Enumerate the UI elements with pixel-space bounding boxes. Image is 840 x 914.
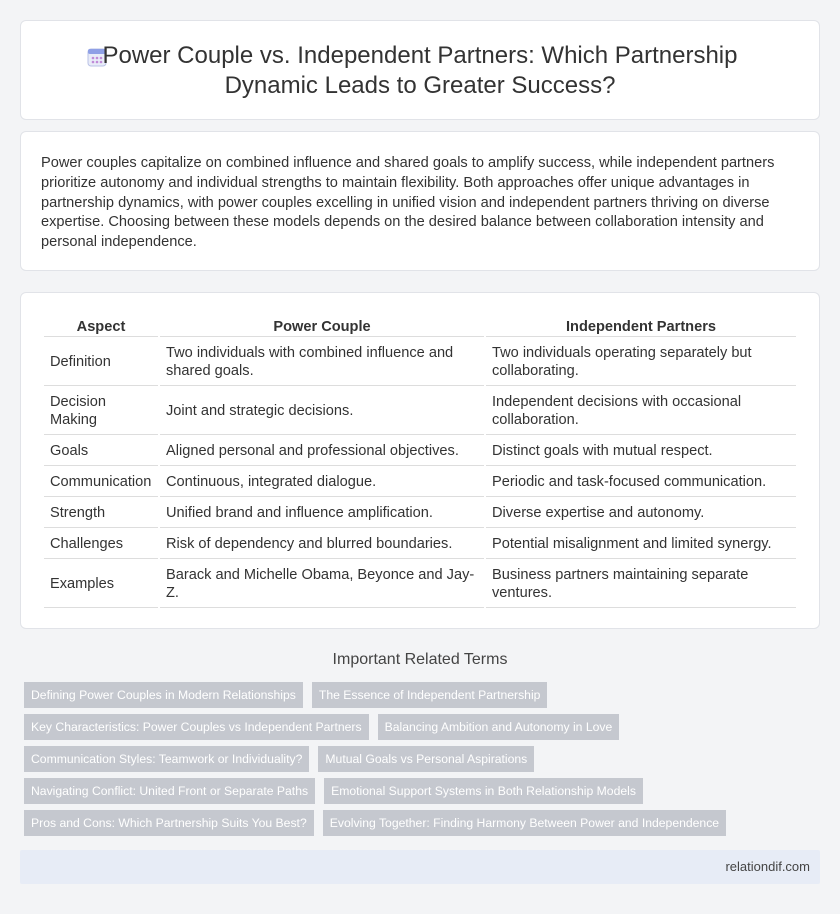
column-header-aspect: Aspect: [44, 317, 158, 337]
related-term-link[interactable]: The Essence of Independent Partnership: [312, 682, 548, 708]
related-term-link[interactable]: Key Characteristics: Power Couples vs Independent Partners: [24, 714, 369, 740]
related-terms-row: [24, 682, 547, 708]
table-cell: Independent decisions with occasional collaboration.: [486, 388, 796, 435]
related-term-link[interactable]: Navigating Conflict: United Front or Separate Paths: [24, 778, 315, 804]
table-row: [44, 437, 796, 466]
related-term-link[interactable]: Communication Styles: Teamwork or Individuality?: [24, 746, 309, 772]
column-header-independent-partners: Independent Partners: [486, 317, 796, 337]
table-cell: Goals: [44, 437, 158, 466]
table-cell: Diverse expertise and autonomy.: [486, 499, 796, 528]
related-terms-row: [24, 714, 619, 740]
table-cell: Distinct goals with mutual respect.: [486, 437, 796, 466]
summary-text: Power couples capitalize on combined influence and shared goals to amplify success, while independent partners prioritize autonomy and individual strengths to maintain flexibility. Both approaches offer unique advantages in partnership dynamics, with power couples excelling in unified vision and independent partners thriving on diverse expertise. Choosing between these models depends on the desired balance between collaboration intensity and personal independence.: [41, 155, 775, 251]
table-row: [44, 530, 796, 559]
site-name[interactable]: relationdif.com: [725, 859, 810, 874]
table-cell: Examples: [44, 561, 158, 608]
table-cell: Two individuals operating separately but collaborating.: [486, 339, 796, 386]
footer: [20, 850, 820, 884]
table-cell: Periodic and task-focused communication.: [486, 468, 796, 497]
table-cell: Two individuals with combined influence and shared goals.: [160, 339, 484, 386]
title-card: [20, 20, 820, 120]
summary-card: [20, 131, 820, 271]
table-row: [44, 388, 796, 435]
table-cell: Continuous, integrated dialogue.: [160, 468, 484, 497]
related-term-link[interactable]: Pros and Cons: Which Partnership Suits You Best?: [24, 810, 314, 836]
table-row: [44, 499, 796, 528]
table-cell: Aligned personal and professional objectives.: [160, 437, 484, 466]
related-term-link[interactable]: Mutual Goals vs Personal Aspirations: [318, 746, 534, 772]
table-cell: Decision Making: [44, 388, 158, 435]
table-cell: Strength: [44, 499, 158, 528]
table-cell: Definition: [44, 339, 158, 386]
table-cell: Potential misalignment and limited synergy.: [486, 530, 796, 559]
table-cell: Challenges: [44, 530, 158, 559]
related-terms-title: Important Related Terms: [332, 651, 508, 668]
table-row: [44, 561, 796, 608]
related-term-link[interactable]: Evolving Together: Finding Harmony Between Power and Independence: [323, 810, 726, 836]
table-cell: Barack and Michelle Obama, Beyonce and Jay-Z.: [160, 561, 484, 608]
column-header-power-couple: Power Couple: [160, 317, 484, 337]
table-cell: Unified brand and influence amplification.: [160, 499, 484, 528]
comparison-table-card: [20, 292, 820, 629]
related-term-link[interactable]: Defining Power Couples in Modern Relationships: [24, 682, 303, 708]
table-cell: Communication: [44, 468, 158, 497]
related-term-link[interactable]: Emotional Support Systems in Both Relationship Models: [324, 778, 643, 804]
related-term-link[interactable]: Balancing Ambition and Autonomy in Love: [378, 714, 620, 740]
table-cell: Risk of dependency and blurred boundaries.: [160, 530, 484, 559]
related-terms-row: [24, 810, 726, 836]
table-cell: Business partners maintaining separate ventures.: [486, 561, 796, 608]
table-row: [44, 339, 796, 386]
table-cell: Joint and strategic decisions.: [160, 388, 484, 435]
related-terms-row: [24, 778, 643, 804]
table-row: [44, 468, 796, 497]
comparison-table: [42, 315, 798, 610]
page-title: Power Couple vs. Independent Partners: Which Partnership Dynamic Leads to Greater Success?: [102, 42, 738, 99]
related-terms-row: [24, 746, 534, 772]
